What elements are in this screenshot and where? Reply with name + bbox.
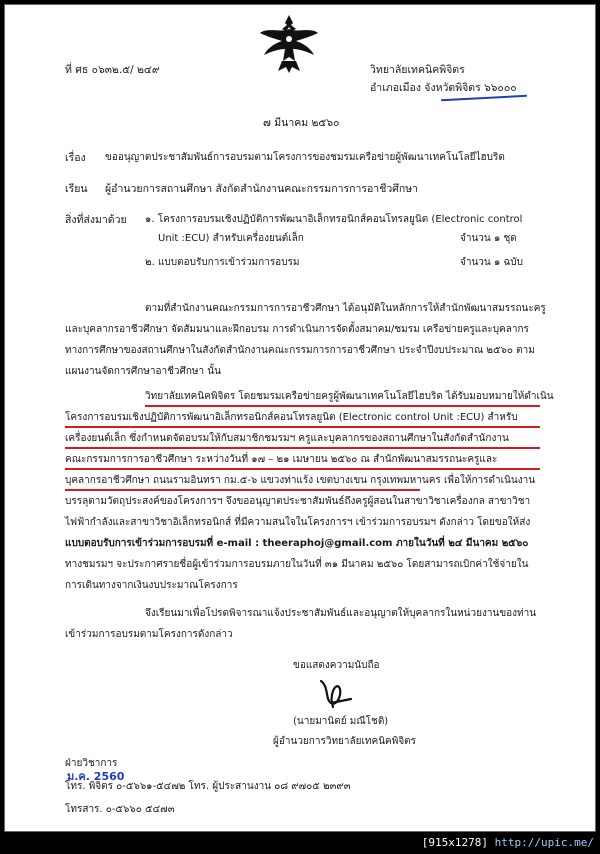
para3-line: จึงเรียนมาเพื่อโปรดพิจารณาแจ้งประชาสัมพันธ์และอนุญาตให้บุคลากรในหน่วยงานของท่าน (145, 608, 537, 619)
contact-fax: โทรสาร. ๐-๕๖๖๐ ๕๔๗๓ (65, 804, 175, 815)
contact-phone: โทร. พิจิตร ๐-๕๖๖๑-๕๔๗๒ โทร. ผู้ประสานงาน ๐๘ ๙๗๐๕ ๒๓๙๓ (65, 781, 351, 792)
enclosure-label: สิ่งที่ส่งมาด้วย (65, 214, 127, 226)
para1-line: ทางการศึกษาของสถานศึกษาในสังกัดสำนักงานคณะกรรมการการอาชีวศึกษา ประจำปีงบประมาณ ๒๕๖๐ ตาม (65, 345, 535, 356)
ink-mark (441, 95, 527, 101)
footer-watermark (422, 836, 594, 849)
para2-line: บรรลุตามวัตถุประสงค์ของโครงการฯ จึงขออนุญาตประชาสัมพันธ์ถึงครูผู้สอนในสาขาวิชาเครื่องกล สาขาวิชา (65, 496, 531, 507)
para2-line: การเดินทางจากเงินงบประมาณโครงการ (65, 580, 238, 591)
para2-line-email: แบบตอบรับการเข้าร่วมการอบรมที่ e-mail : theeraphoj@gmail.com ภายในวันที่ ๒๔ มีนาคม ๒๕๖๐ (65, 538, 529, 549)
letter-page (4, 4, 596, 832)
enclosure-item: ๑. โครงการอบรมเชิงปฏิบัติการพัฒนาอิเล็กทรอนิกส์คอนโทรลยูนิต (Electronic control (145, 214, 523, 225)
highlight-underline (145, 405, 540, 407)
para2-line: เครื่องยนต์เล็ก ซึ่งกำหนดจัดอบรมให้กับสมาชิกชมรมฯ ครูและบุคลากรของสถานศึกษาในสังกัดสำนักงาน (65, 433, 509, 444)
organization-name: วิทยาลัยเทคนิคพิจิตร (370, 64, 465, 76)
signer-name: (นายมานิตย์ มณีโชติ) (293, 716, 389, 727)
para2-line: โครงการอบรมเชิงปฏิบัติการพัฒนาอิเล็กทรอนิกส์คอนโทรลยูนิต (Electronic control Unit :ECU) สำหรับ (65, 412, 518, 423)
enclosure-item: ๒. แบบตอบรับการเข้าร่วมการอบรม (145, 257, 300, 268)
enclosure-qty: จำนวน ๑ ชุด (460, 233, 517, 244)
subject-label: เรื่อง (65, 152, 86, 164)
highlight-underline (65, 447, 540, 449)
para2-line: ทางชมรมฯ จะประกาศรายชื่อผู้เข้าร่วมการอบรมภายในวันที่ ๓๑ มีนาคม ๒๕๖๐ โดยสามารถเบิกค่าใช้จ่ายใน (65, 559, 529, 570)
image-size-label: [915x1278] (421, 836, 489, 849)
highlight-underline (65, 489, 420, 491)
closing-text: ขอแสดงความนับถือ (293, 660, 380, 671)
to-text: ผู้อำนวยการสถานศึกษา สังกัดสำนักงานคณะกรรมการการอาชีวศึกษา (105, 183, 419, 195)
para1-line: และบุคลากรอาชีวศึกษา จัดสัมมนาและฝึกอบรม การดำเนินการจัดตั้งสมาคม/ชมรม เครือข่ายครูและบุคลากร (65, 324, 529, 335)
para2-line: คณะกรรมการการอาชีวศึกษา ระหว่างวันที่ ๑๗ – ๒๑ เมษายน ๒๕๖๐ ณ สำนักพัฒนาสมรรถนะครูและ (65, 454, 498, 465)
signature-icon (311, 677, 359, 713)
highlight-underline (65, 426, 540, 428)
garuda-emblem-icon (258, 11, 320, 75)
letter-date: ๗ มีนาคม ๒๕๖๐ (263, 117, 340, 129)
para1-line: ตามที่สำนักงานคณะกรรมการการอาชีวศึกษา ได้อนุมัติในหลักการให้สำนักพัฒนาสมรรถนะครู (145, 303, 546, 314)
para2-line: ไฟฟ้ากำลังและสาขาวิชาอิเล็กทรอนิกส์ ที่มีความสนใจในโครงการฯ เข้าร่วมการอบรมฯ ดังกล่าว โดยขอให้ส่ง (65, 517, 531, 528)
handwritten-stamp: ม.ค. 2560 (67, 770, 125, 783)
para1-line: แผนงานจัดการศึกษาอาชีวศึกษา นั้น (65, 366, 221, 377)
document-number: ที่ ศธ ๐๖๓๒.๕/ ๒๔๙ (65, 64, 160, 76)
to-label: เรียน (65, 183, 88, 195)
para3-line: เข้าร่วมการอบรมตามโครงการดังกล่าว (65, 629, 233, 640)
organization-address: อำเภอเมือง จังหวัดพิจิตร ๖๖๐๐๐ (370, 82, 517, 94)
enclosure-item-cont: Unit :ECU) สำหรับเครื่องยนต์เล็ก (158, 233, 304, 244)
subject-text: ขออนุญาตประชาสัมพันธ์การอบรมตามโครงการของชมรมเครือข่ายผู้พัฒนาเทคโนโลยีไฮบริด (105, 152, 505, 163)
para2-line: วิทยาลัยเทคนิคพิจิตร โดยชมรมเครือข่ายครูผู้พัฒนาเทคโนโลยีไฮบริด ได้รับมอบหมายให้ดำเนิน (145, 391, 554, 402)
highlight-underline (65, 468, 540, 470)
para2-line: บุคลากรอาชีวศึกษา ถนนรามอินทรา กม.๕-๖ แขวงท่าแร้ง เขตบางเขน กรุงเทพมหานคร เพื่อให้การดำเนินงาน (65, 475, 536, 486)
upic-link[interactable]: http://upic.me/ (494, 836, 594, 849)
signer-title: ผู้อำนวยการวิทยาลัยเทคนิคพิจิตร (273, 736, 417, 747)
contact-department: ฝ่ายวิชาการ (65, 758, 118, 769)
enclosure-qty: จำนวน ๑ ฉบับ (460, 257, 523, 268)
